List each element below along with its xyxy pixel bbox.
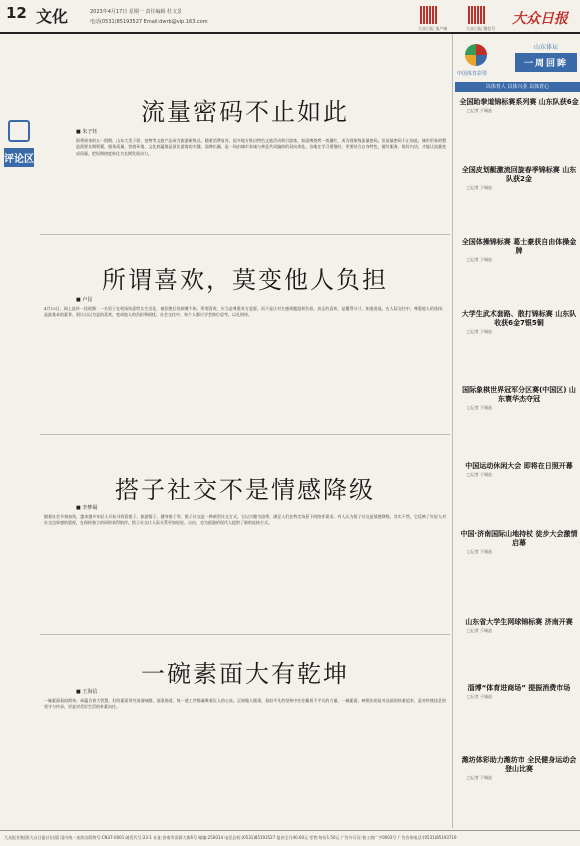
news-title: 中国运动休闲大会 即将在日照开幕 — [465, 462, 573, 470]
slogan-banner: 以体育人 以体兴业 以体育心 — [455, 82, 580, 92]
column-divider — [452, 34, 453, 828]
article-byline: ■ 卢昆 — [76, 297, 93, 303]
right-column — [455, 34, 580, 826]
article-1 — [40, 34, 450, 230]
comment-sidebar — [0, 120, 38, 230]
news-title: 国际象棋世界冠军分区赛(中国区) 山东寰华杰夺冠 — [462, 386, 576, 403]
article-4 — [40, 634, 450, 826]
news-title: 中国·济南国际山地持杖 徒步大会激情启幕 — [460, 530, 578, 547]
article-body: 即将到来的五一假期，山东大美子骄、宠物等文旅产品成为旅游新热点。随着消费复苏，很多地方推出特色文旅活动吸引游客，如淄博烧烤一夜爆红，成为现象级流量密码。但流量密码不止如此，城市形象的塑造需要长期积累，服务质量、营商环境、文化底蕴都是留住游客的关键。淄博出圈，是一场由城市真诚与善意共同编织的双向奔赴。各地在学习借鉴时，更要结合自身特色，做好服务，练好内功，才能让流量变成留量，把短期热度转化为长期发展动力。 — [76, 138, 446, 156]
news-item — [459, 530, 579, 555]
article-title: 一碗素面大有乾坤 — [141, 660, 349, 688]
comment-icon — [8, 120, 30, 142]
article-title: 流量密码不止如此 — [141, 98, 349, 126]
article-title: 所谓喜欢，莫变他人负担 — [102, 266, 388, 294]
news-item — [459, 618, 579, 634]
phone-email-line: 电话(0531)85193527 Email:dwrb@vip.163.com — [90, 19, 208, 25]
article-title: 搭子社交不是情感降级 — [115, 476, 375, 504]
news-item — [459, 310, 579, 335]
article-byline: ■ 朱子钰 — [76, 129, 98, 135]
news-meta: □记者 于城池 — [467, 405, 493, 410]
article-byline: ■ 王海信 — [76, 689, 98, 695]
news-meta: □记者 于城池 — [467, 185, 493, 190]
week-top-label: 山东体坛 — [533, 44, 558, 51]
news-title: 潍坊体彩助力潍坊市 全民健身运动会登山比赛 — [461, 756, 577, 773]
news-title: 全国体操锦标赛 葛士豪获自由体操金牌 — [461, 238, 577, 255]
article-body: 4月13日，网上流传一段视频：一名男子在机场执意给女生送花，被拒绝后仍纠缠不休。所谓喜欢，应当是尊重对方意愿，而不是让对方感到尴尬和负担。真正的喜欢，是懂得分寸，知道进退。在人际交往中，尊重他人的选择，是最基本的素养。别让自以为是的喜欢，变成他人的负担和困扰。社会交往中，每个人都应学会换位思考，以礼相待。 — [44, 306, 446, 318]
qr-code-wechat-icon — [468, 6, 486, 24]
news-meta: □记者 于城池 — [467, 549, 493, 554]
masthead-logo: 大众日报 — [512, 11, 568, 27]
qr-code-app-icon — [420, 6, 438, 24]
news-item — [459, 98, 579, 114]
lottery-logo-icon — [465, 44, 487, 66]
news-meta: □记者 于城池 — [467, 257, 493, 262]
qr2-label: 大众日报 微信号 — [466, 26, 496, 31]
comment-section-label: 评论区 — [4, 148, 34, 167]
news-item — [459, 386, 579, 411]
news-meta: □记者 于城池 — [467, 628, 493, 633]
page-number: 12 — [6, 4, 27, 22]
news-item — [459, 166, 579, 191]
week-box — [515, 42, 577, 82]
date-editor-line: 2023年4月17日 星期一 责任编辑 杜文景 — [90, 9, 183, 15]
news-title: 全国跆拳道锦标赛系列赛 山东队获6金 — [459, 98, 579, 106]
lottery-logo-text: 中国体育彩票 — [457, 71, 488, 77]
news-title: 淄博“体育进商场” 提振消费市场 — [467, 684, 571, 692]
article-byline: ■ 李梦凝 — [76, 505, 98, 511]
news-item — [459, 462, 579, 478]
article-body: 一碗素面看似简单，却蕴含着大智慧。好的素面讲究汤清味醇、面条筋道，每一道工序都凝聚着匠人的心血。正如做人做事，看似平凡的坚持中往往藏着不平凡的力量。一碗素面，映照出的是对品质的执着追求，是对传统技艺的坚守与传承，更是对美好生活的朴素向往。 — [44, 698, 446, 710]
section-title: 文化 — [36, 7, 69, 26]
week-main-label: 一周回眸 — [515, 53, 577, 72]
article-body: 随着社会节奏加快，越来越多年轻人开始寻找饭搭子、旅游搭子、健身搭子等。搭子社交是一种新型社交方式，它以兴趣为纽带，满足人们在特定场景下的陪伴需求。有人认为搭子社交是情感降级，其实不然。它反映了年轻人对社交边界感的重视，在保持独立的同时获得陪伴。搭子社交让人际关系更加轻松、自由，也为孤独的现代人提供了新的连接方式。 — [44, 514, 446, 526]
left-column — [40, 34, 450, 826]
news-title: 大学生武术套路、散打锦标赛 山东队收获6金7银5铜 — [461, 310, 577, 327]
news-item — [459, 684, 579, 700]
news-meta: □记者 于城池 — [467, 329, 493, 334]
news-meta: □记者 于城池 — [467, 472, 493, 477]
article-3 — [40, 434, 450, 630]
news-meta: □记者 于城池 — [467, 775, 493, 780]
news-title: 全国皮划艇激流回旋春季锦标赛 山东队获2金 — [461, 166, 577, 183]
news-meta: □记者 于城池 — [467, 694, 493, 699]
news-item — [459, 238, 579, 263]
news-meta: □记者 于城池 — [467, 108, 493, 113]
qr1-label: 大众日报 客户端 — [418, 26, 448, 31]
article-2 — [40, 234, 450, 430]
news-item — [459, 756, 579, 781]
news-title: 山东省大学生网球锦标赛 济南开赛 — [465, 618, 573, 626]
page-footer: 大众报业集团(大众日报社)出版 国内统一连续出版物号:CN37-0001 邮发代号:23-1 社址:济南市泺源大街6号 邮编:250014 电话总机:(0531)85193527 报价全月40.00元 零售:每份1.50元 广告许可证:鲁工商广字0003号 广告咨询电话:(0531)85193719 — [0, 830, 580, 846]
